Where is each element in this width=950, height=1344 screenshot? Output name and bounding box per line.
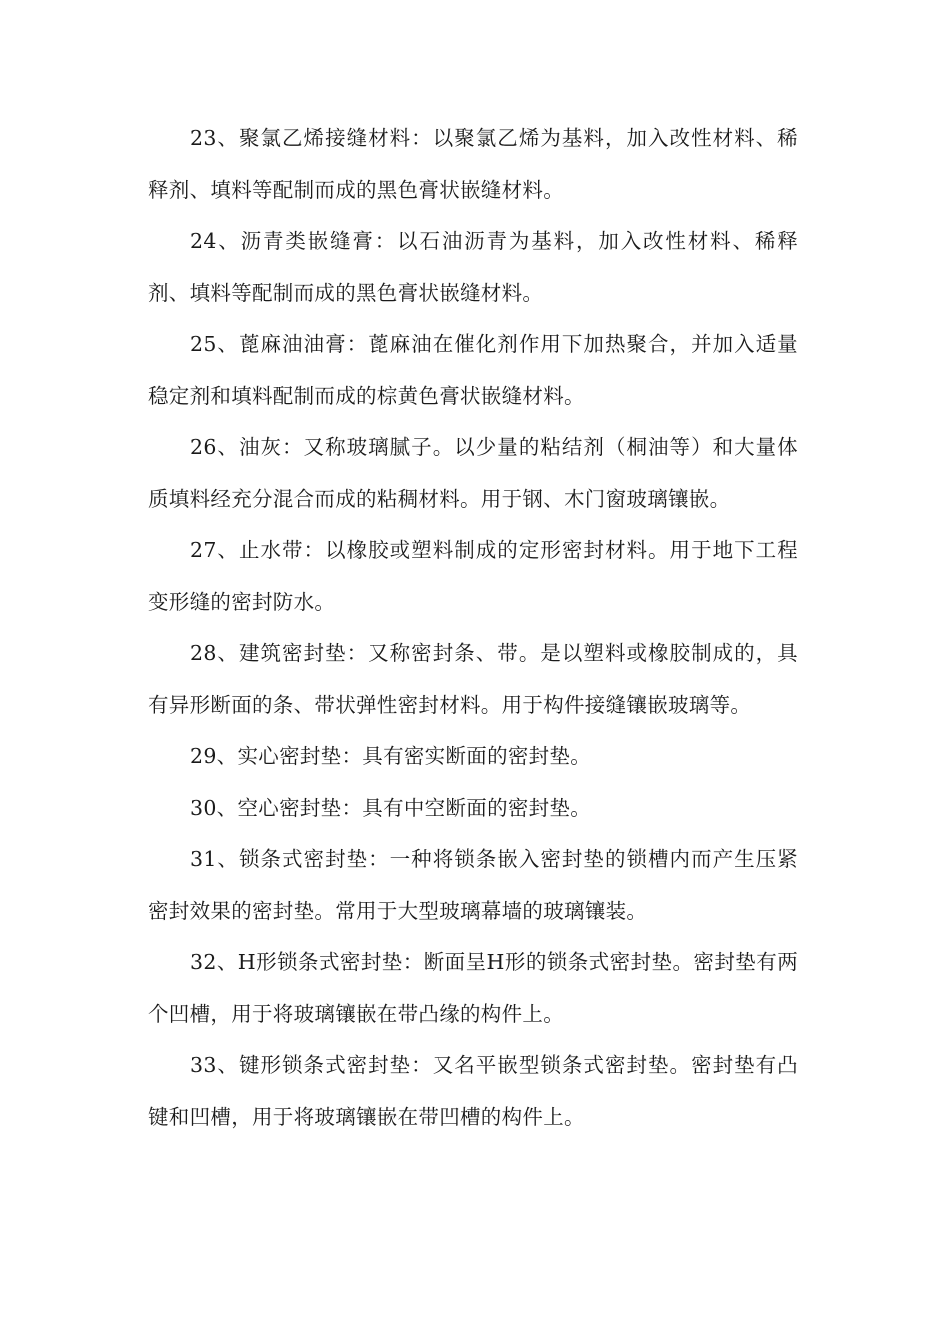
paragraph-28: 28、建筑密封垫：又称密封条、带。是以塑料或橡胶制成的，具有异形断面的条、带状弹性密封材料。用于构件接缝镶嵌玻璃等。: [148, 641, 798, 717]
paragraph-29: 29、实心密封垫：具有密实断面的密封垫。: [190, 744, 592, 768]
paragraph-23: 23、聚氯乙烯接缝材料：以聚氯乙烯为基料，加入改性材料、稀释剂、填料等配制而成的黑色膏状嵌缝材料。: [148, 126, 798, 202]
paragraph-26: 26、油灰：又称玻璃腻子。以少量的粘结剂（桐油等）和大量体质填料经充分混合而成的粘稠材料。用于钢、木门窗玻璃镶嵌。: [148, 435, 798, 511]
paragraph-30: 30、空心密封垫：具有中空断面的密封垫。: [190, 795, 592, 820]
paragraph-27: 27、止水带：以橡胶或塑料制成的定形密封材料。用于地下工程变形缝的密封防水。: [148, 538, 798, 614]
document-body: [148, 113, 798, 1143]
paragraph-31: 31、锁条式密封垫：一种将锁条嵌入密封垫的锁槽内而产生压紧密封效果的密封垫。常用于大型玻璃幕墙的玻璃镶装。: [148, 847, 798, 923]
paragraph-33: 33、键形锁条式密封垫：又名平嵌型锁条式密封垫。密封垫有凸键和凹槽，用于将玻璃镶嵌在带凹槽的构件上。: [148, 1053, 798, 1129]
paragraph-24: 24、沥青类嵌缝膏：以石油沥青为基料，加入改性材料、稀释剂、填料等配制而成的黑色膏状嵌缝材料。: [148, 229, 798, 305]
paragraph-32: 32、H形锁条式密封垫：断面呈H形的锁条式密封垫。密封垫有两个凹槽，用于将玻璃镶嵌在带凸缘的构件上。: [148, 950, 798, 1026]
paragraph-25: 25、蓖麻油油膏：蓖麻油在催化剂作用下加热聚合，并加入适量稳定剂和填料配制而成的棕黄色膏状嵌缝材料。: [148, 332, 798, 408]
